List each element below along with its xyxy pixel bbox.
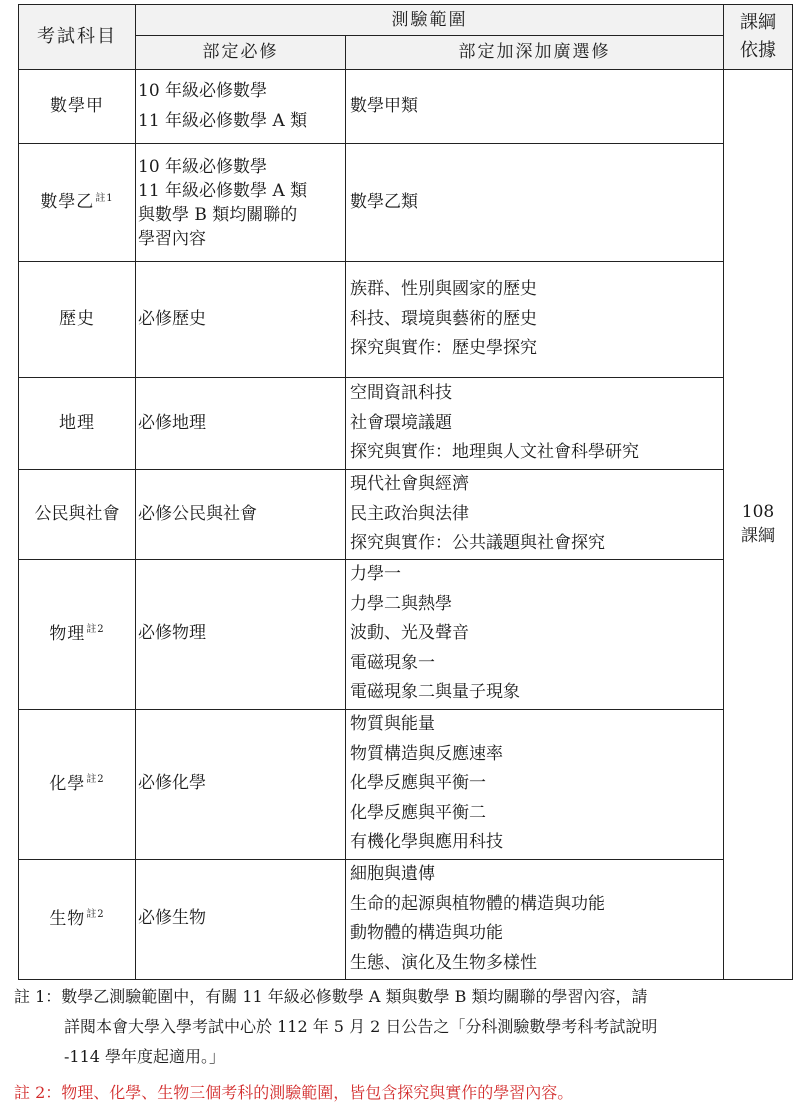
required-item: 必修歷史 (138, 308, 206, 329)
required-cell (136, 470, 346, 560)
subject-name: 數學乙 (40, 192, 95, 213)
required-item: 與數學 B 類均關聯的 (138, 204, 298, 225)
advanced-item: 力學二與熱學 (350, 593, 452, 614)
subject-name: 化學 (49, 773, 86, 794)
subject-name: 歷史 (59, 309, 95, 330)
advanced-cell (346, 470, 724, 560)
basis-line2: 課綱 (741, 526, 775, 547)
subject-name: 生物 (49, 908, 86, 929)
basis-line1: 108 (741, 502, 775, 523)
exam-scope-table (18, 4, 793, 980)
table-row (19, 378, 793, 470)
advanced-item: 化學反應與平衡一 (350, 773, 486, 794)
table-row (19, 262, 793, 378)
advanced-item: 電磁現象二與量子現象 (350, 682, 520, 703)
required-cell (136, 378, 346, 470)
required-item: 11 年級必修數學 A 類 (138, 110, 308, 131)
subject-cell (19, 262, 136, 378)
required-item: 必修生物 (138, 908, 206, 929)
advanced-cell (346, 262, 724, 378)
advanced-item: 生命的起源與植物體的構造與功能 (350, 893, 605, 914)
note-mark: 註2 (86, 624, 105, 636)
footnote-1-line2: 詳閱本會大學入學考試中心於 112 年 5 月 2 日公告之「分科測驗數學考科考試說明 (64, 1017, 658, 1036)
required-item: 學習內容 (138, 228, 206, 249)
required-cell (136, 709, 346, 859)
required-item: 11 年級必修數學 A 類 (138, 180, 308, 201)
advanced-item: 數學乙類 (350, 191, 418, 212)
advanced-item: 物質與能量 (350, 714, 435, 735)
header-basis (724, 5, 793, 70)
subject-cell (19, 70, 136, 144)
header-required: 部定必修 (136, 36, 346, 70)
advanced-item: 探究與實作：歷史學探究 (350, 338, 537, 359)
subject-cell (19, 144, 136, 262)
subject-name: 數學甲 (50, 96, 104, 117)
advanced-item: 探究與實作：公共議題與社會探究 (350, 533, 605, 553)
basis-cell (724, 70, 793, 980)
advanced-item: 波動、光及聲音 (350, 623, 469, 644)
advanced-item: 細胞與遺傳 (350, 864, 435, 884)
advanced-item: 探究與實作：地理與人文社會科學研究 (350, 442, 639, 463)
footnotes (14, 982, 794, 1108)
table-row (19, 859, 793, 979)
required-cell (136, 144, 346, 262)
advanced-item: 有機化學與應用科技 (350, 832, 503, 853)
table-row (19, 144, 793, 262)
subject-cell (19, 559, 136, 709)
table-row (19, 470, 793, 560)
advanced-item: 民主政治與法律 (350, 503, 469, 524)
table-row (19, 559, 793, 709)
footnote-1-line1: 註 1：數學乙測驗範圍中，有關 11 年級必修數學 A 類與數學 B 類均關聯的學習內容，請 (14, 987, 648, 1006)
table-row (19, 709, 793, 859)
footnote-2: 註 2：物理、化學、生物三個考科的測驗範圍，皆包含探究與實作的學習內容。 (14, 1083, 574, 1102)
advanced-item: 電磁現象一 (350, 652, 435, 673)
header-subject: 考試科目 (19, 5, 136, 70)
advanced-item: 動物體的構造與功能 (350, 923, 503, 943)
advanced-cell (346, 70, 724, 144)
header-basis-line2: 依據 (740, 40, 776, 61)
required-item: 必修物理 (138, 623, 206, 644)
advanced-item: 數學甲類 (350, 95, 418, 116)
advanced-item: 空間資訊科技 (350, 383, 452, 404)
advanced-item: 社會環境議題 (350, 412, 452, 433)
required-cell (136, 859, 346, 979)
advanced-item: 力學一 (350, 564, 401, 585)
advanced-item: 現代社會與經濟 (350, 474, 469, 494)
advanced-item: 物質構造與反應速率 (350, 743, 503, 764)
advanced-item: 化學反應與平衡二 (350, 802, 486, 823)
advanced-item: 科技、環境與藝術的歷史 (350, 308, 537, 329)
advanced-cell (346, 378, 724, 470)
header-basis-line1: 課綱 (740, 12, 776, 33)
subject-name: 物理 (49, 623, 86, 644)
subject-cell (19, 859, 136, 979)
required-cell (136, 559, 346, 709)
advanced-cell (346, 709, 724, 859)
subject-cell (19, 470, 136, 560)
advanced-item: 生態、演化及生物多樣性 (350, 952, 537, 973)
required-cell (136, 262, 346, 378)
table-row (19, 70, 793, 144)
header-advanced: 部定加深加廣選修 (346, 36, 724, 70)
note-mark: 註1 (95, 192, 114, 204)
subject-name: 公民與社會 (34, 503, 120, 524)
note-mark: 註2 (86, 774, 105, 786)
required-item: 10 年級必修數學 (138, 156, 268, 177)
note-mark: 註2 (86, 909, 105, 921)
required-item: 必修地理 (138, 412, 206, 433)
advanced-cell (346, 859, 724, 979)
required-item: 必修公民與社會 (138, 503, 257, 524)
footnote-1-line3: -114 學年度起適用。」 (64, 1047, 226, 1066)
subject-cell (19, 709, 136, 859)
required-cell (136, 70, 346, 144)
header-scope: 測驗範圍 (136, 5, 724, 36)
required-item: 10 年級必修數學 (138, 81, 268, 101)
advanced-item: 族群、性別與國家的歷史 (350, 279, 537, 300)
advanced-cell (346, 559, 724, 709)
subject-name: 地理 (59, 413, 95, 434)
required-item: 必修化學 (138, 773, 206, 794)
advanced-cell (346, 144, 724, 262)
subject-cell (19, 378, 136, 470)
